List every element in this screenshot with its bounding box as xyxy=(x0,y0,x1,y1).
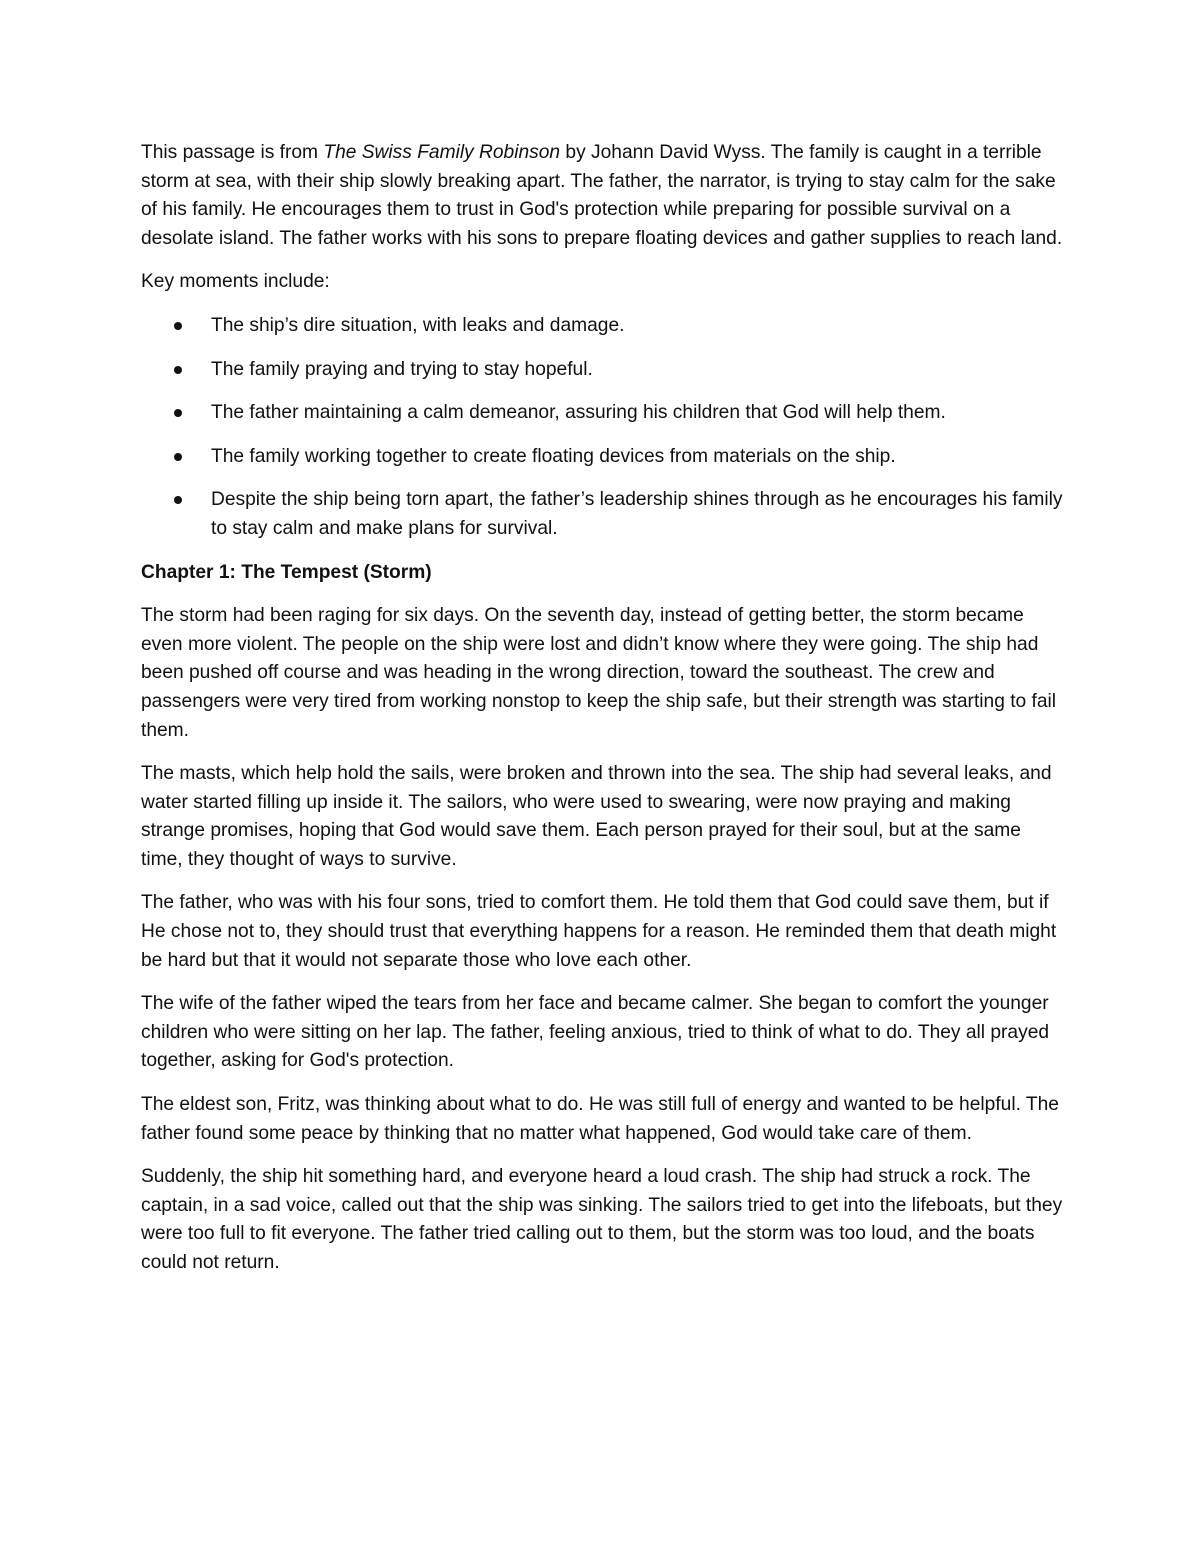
book-title: The Swiss Family Robinson xyxy=(323,142,561,163)
list-item xyxy=(141,356,1066,385)
list-item xyxy=(141,486,1066,543)
intro-prefix: This passage is from xyxy=(141,142,324,163)
chapter-paragraph-6: Suddenly, the ship hit something hard, and everyone heard a loud crash. The ship had struck a rock. The captain, in a sad voice, called out that the ship was sinking. The sailors tried to get into the lifeboats, but they were too full to fit everyone. The father tried calling out to them, but the storm was too loud, and the boats could not return. xyxy=(141,1166,1063,1273)
chapter-paragraph-4: The wife of the father wiped the tears from her face and became calmer. She began to comfort the younger children who were sitting on her lap. The father, feeling anxious, tried to think of what to do. They all prayed together, asking for God's protection. xyxy=(141,993,1050,1072)
key-moments-heading: Key moments include: xyxy=(141,271,330,293)
bullet-icon xyxy=(174,366,182,374)
document-page xyxy=(141,139,1066,1293)
list-item xyxy=(141,312,1066,341)
intro-paragraph xyxy=(141,139,1066,253)
intro-suffix: by Johann David Wyss. The family is caught in a terrible storm at sea, with their ship slowly breaking apart. The father, the narrator, is trying to stay calm for the sake of his family. He encourages them to trust in God's protection while preparing for possible survival on a desolate island. The father works with his sons to prepare floating devices and gather supplies to reach land. xyxy=(141,142,1063,249)
list-item xyxy=(141,399,1066,428)
chapter-paragraph-1: The storm had been raging for six days. On the seventh day, instead of getting better, the storm became even more violent. The people on the ship were lost and didn’t know where they were going. The ship had been pushed off course and was heading in the wrong direction, toward the southeast. The crew and passengers were very tired from working nonstop to keep the ship safe, but their strength was starting to fail them. xyxy=(141,605,1057,741)
bullet-icon xyxy=(174,453,182,461)
chapter-title: Chapter 1: The Tempest (Storm) xyxy=(141,561,432,583)
list-item-text: The family working together to create floating devices from materials on the ship. xyxy=(211,445,896,467)
list-item-text: The father maintaining a calm demeanor, assuring his children that God will help them. xyxy=(211,402,946,424)
list-item-text: The family praying and trying to stay hopeful. xyxy=(211,358,593,380)
chapter-paragraph-3: The father, who was with his four sons, tried to comfort them. He told them that God could save them, but if He chose not to, they should trust that everything happens for a reason. He reminded them that death might be hard but that it would not separate those who love each other. xyxy=(141,892,1057,971)
key-moments-list xyxy=(141,312,1066,544)
chapter-paragraph-2: The masts, which help hold the sails, were broken and thrown into the sea. The ship had several leaks, and water started filling up inside it. The sailors, who were used to swearing, were now praying and making strange promises, hoping that God would save them. Each person prayed for their soul, but at the same time, they thought of ways to survive. xyxy=(141,763,1052,870)
bullet-icon xyxy=(174,322,182,330)
bullet-icon xyxy=(174,496,182,504)
list-item-text: The ship’s dire situation, with leaks and damage. xyxy=(211,314,625,336)
list-item-text: Despite the ship being torn apart, the father’s leadership shines through as he encourages his family to stay calm and make plans for survival. xyxy=(211,489,1063,539)
chapter-paragraph-5: The eldest son, Fritz, was thinking about what to do. He was still full of energy and wanted to be helpful. The father found some peace by thinking that no matter what happened, God would take care of them. xyxy=(141,1094,1059,1144)
list-item xyxy=(141,443,1066,472)
bullet-icon xyxy=(174,409,182,417)
